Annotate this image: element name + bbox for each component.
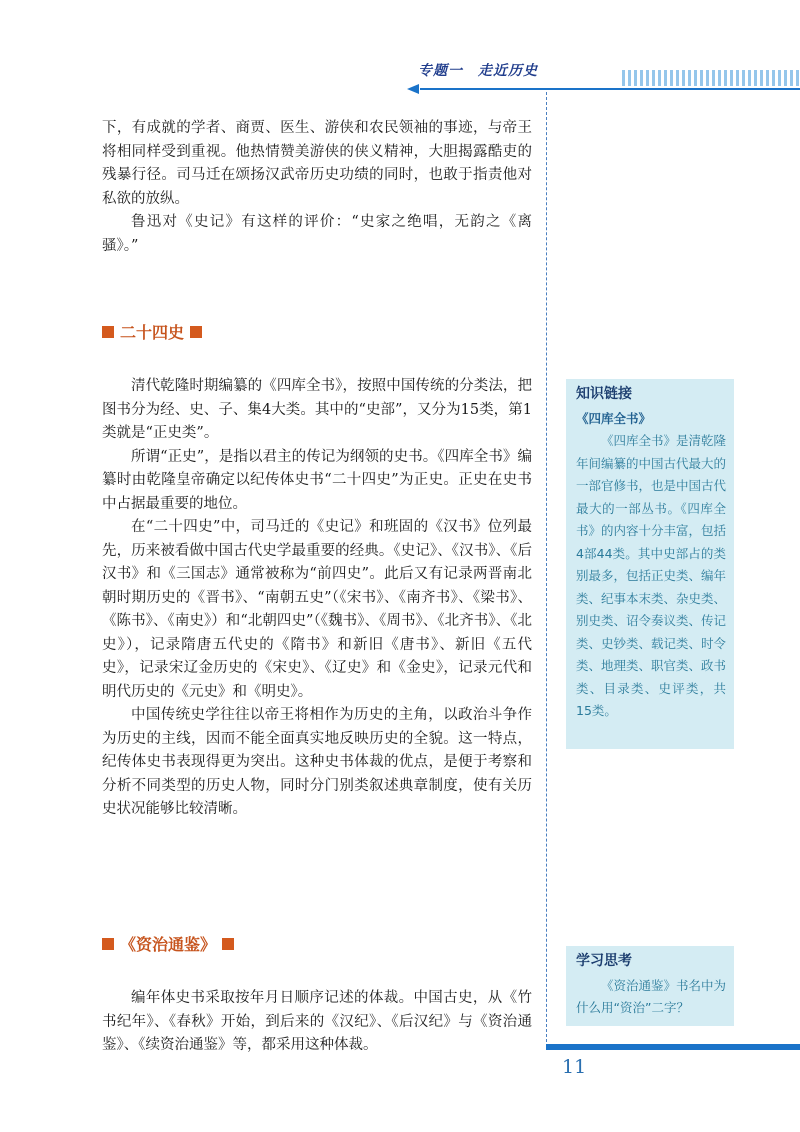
- section-heading-24-histories: [102, 320, 202, 343]
- intro-paragraph-2: 鲁迅对《史记》有这样的评价：“史家之绝唱，无韵之《离骚》。”: [102, 214, 532, 254]
- header-rule: [420, 88, 800, 90]
- knowledge-link-subtitle: 《四库全书》: [576, 410, 652, 426]
- square-bullet-icon: [102, 938, 114, 950]
- study-think-title: 学习思考: [576, 953, 632, 969]
- paragraph: 在“二十四史”中，司马迁的《史记》和班固的《汉书》位列最先，历来被看做中国古代史学最重要的经典。《史记》、《汉书》、《后汉书》和《三国志》通常被称为“前四史”。此后又有记录两晋南北朝时期历史的《晋书》、“南朝五史”（《宋书》、《南齐书》、《梁书》、《陈书》、《南史》）和“北朝四史”（《魏书》、《周书》、《北齐书》、《北史》），记录隋唐五代史的《隋书》和新旧《唐书》、新旧《五代史》，记录宋辽金历史的《宋史》、《辽史》和《金史》，记录元代和明代历史的《元史》和《明史》。: [102, 519, 532, 700]
- intro-paragraph-1: 下，有成就的学者、商贾、医生、游侠和农民领袖的事迹，与帝王将相同样受到重视。他热情赞美游侠的侠义精神，大胆揭露酷吏的残暴行径。司马迁在颂扬汉武帝历史功绩的同时，也敢于指责他对私欲的放纵。: [102, 120, 532, 207]
- section-heading-zizhi-tongjian: [102, 932, 234, 955]
- knowledge-link-box: [566, 379, 734, 749]
- study-think-box: [566, 946, 734, 1026]
- section-zizhi-tongjian-body: [102, 987, 532, 1058]
- header-arrow-icon: [407, 84, 419, 94]
- chapter-header-title: 专题一 走近历史: [418, 63, 538, 79]
- section-heading-text: 《资治通鉴》: [120, 935, 217, 954]
- footer-bar: [546, 1044, 800, 1050]
- section-24-histories-body: [102, 375, 532, 822]
- square-bullet-icon: [190, 326, 202, 338]
- page-number: 11: [562, 1056, 587, 1078]
- square-bullet-icon: [102, 326, 114, 338]
- header-decorative-bars: [622, 70, 800, 86]
- square-bullet-icon: [222, 938, 234, 950]
- paragraph: 编年体史书采取按年月日顺序记述的体裁。中国古史，从《竹书纪年》、《春秋》开始，到后来的《汉纪》、《后汉纪》与《资治通鉴》、《续资治通鉴》等，都采用这种体裁。: [102, 990, 532, 1053]
- knowledge-link-body: 《四库全书》是清乾隆年间编纂的中国古代最大的一部官修书，也是中国古代最大的一部丛书。《四库全书》的内容十分丰富，包括4部44类。其中史部占的类别最多，包括正史类、编年类、纪事本末类、杂史类、别史类、诏令奏议类、传记类、史钞类、载记类、时令类、地理类、职官类、政书类、目录类、史评类，共15类。: [576, 433, 727, 718]
- section-heading-text: 二十四史: [120, 323, 185, 342]
- paragraph: 清代乾隆时期编纂的《四库全书》，按照中国传统的分类法，把图书分为经、史、子、集4大类。其中的“史部”，又分为15类，第1类就是“正史类”。: [102, 378, 532, 441]
- study-think-body: 《资治通鉴》书名中为什么用“资治”二字？: [576, 977, 727, 1015]
- knowledge-link-title: 知识链接: [576, 386, 632, 402]
- margin-divider: [546, 92, 547, 1047]
- paragraph: 所谓“正史”，是指以君主的传记为纲领的史书。《四库全书》编纂时由乾隆皇帝确定以纪传体史书“二十四史”为正史。正史在史书中占据最重要的地位。: [102, 448, 532, 512]
- intro-text: [102, 117, 532, 258]
- paragraph: 中国传统史学往往以帝王将相作为历史的主角，以政治斗争作为历史的主线，因而不能全面真实地反映历史的全貌。这一特点，纪传体史书表现得更为突出。这种史书体裁的优点，是便于考察和分析不同类型的历史人物，同时分门别类叙述典章制度，使有关历史状况能够比较清晰。: [102, 707, 532, 817]
